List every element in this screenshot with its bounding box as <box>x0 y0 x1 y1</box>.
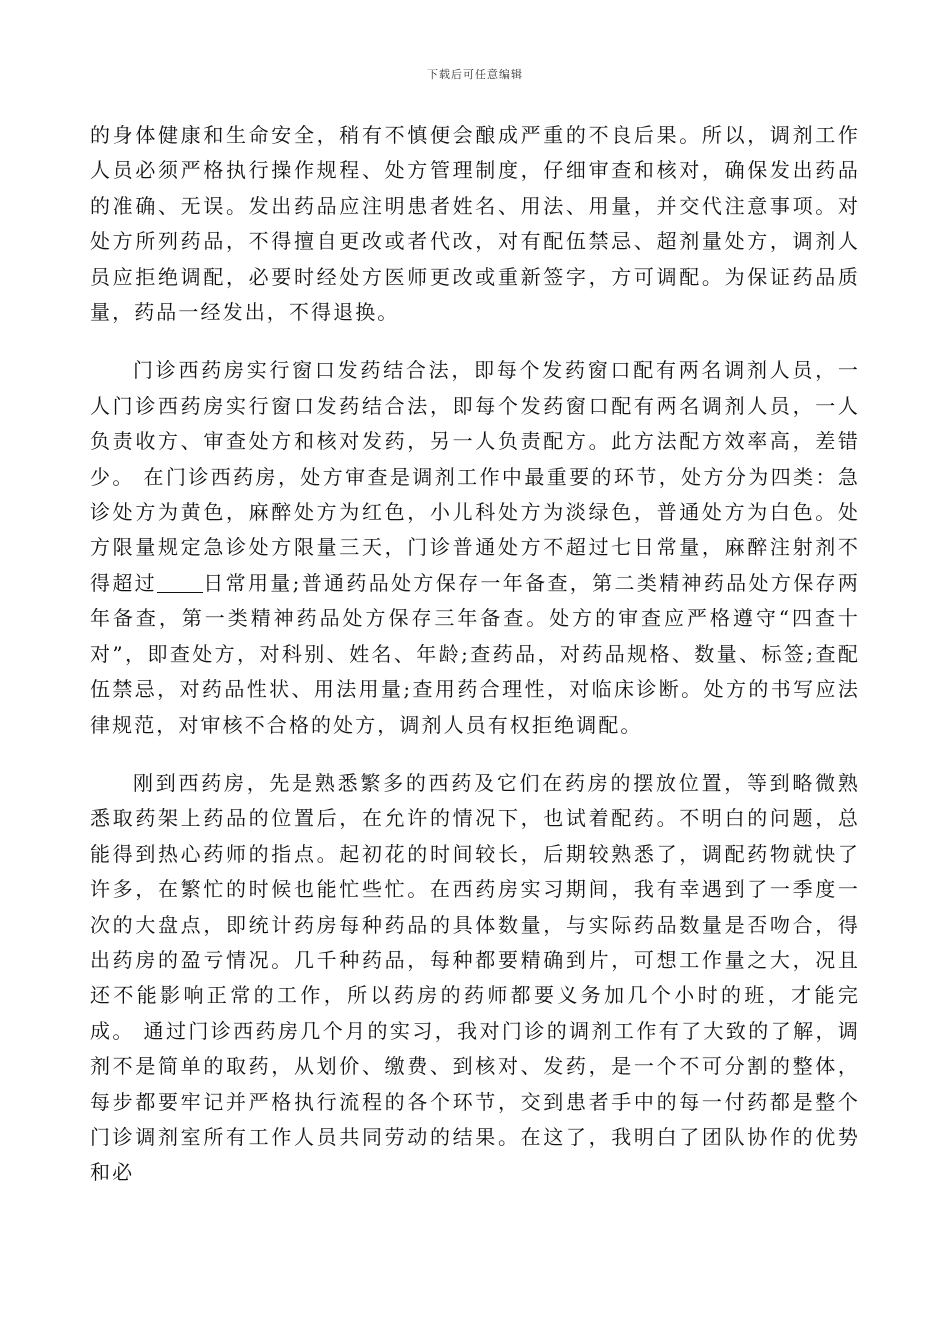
page-header: 下载后可任意编辑 <box>427 68 523 81</box>
paragraph-internship-experience: 刚到西药房，先是熟悉繁多的西药及它们在药房的摆放位置，等到略微熟悉取药架上药品的位置后，在允许的情况下，也试着配药。不明白的问题，总能得到热心药师的指点。起初花的时间较长，后期较熟悉了，调配药物就快了许多，在繁忙的时候也能忙些忙。在西药房实习期间，我有幸遇到了一季度一次的大盘点，即统计药房每种药品的具体数量，与实际药品数量是否吻合，得出药房的盈亏情况。几千种药品，每种都要精确到片，可想工作量之大，况且还不能影响正常的工作，所以药房的药师都要义务加几个小时的班，才能完成。 通过门诊西药房几个月的实习，我对门诊的调剂工作有了大致的了解，调剂不是简单的取药，从划价、缴费、到核对、发药，是一个不可分割的整体，每步都要牢记并严格执行流程的各个环节，交到患者手中的每一付药都是整个门诊调剂室所有工作人员共同劳动的结果。在这了，我明白了团队协作的优势和必 <box>90 770 860 1185</box>
paragraph-prescription-review <box>90 353 860 742</box>
paragraph-text-before-blank: 门诊西药房实行窗口发药结合法，即每个发药窗口配有两名调剂人员，一人门诊西药房实行窗口发药结合法，即每个发药窗口配有两名调剂人员，一人负责收方、审查处方和核对发药，另一人负责配方。此方法配方效率高，差错少。 在门诊西药房，处方审查是调剂工作中最重要的环节，处方分为四类：急诊处方为黄色，麻醉处方为红色，小儿科处方为淡绿色，普通处方为白色。处方限量规定急诊处方限量三天，门诊普通处方不超过七日常量，麻醉注射剂不得超过 <box>90 358 860 595</box>
fill-in-blank <box>157 591 203 593</box>
document-body <box>90 118 860 1191</box>
paragraph-text-after-blank: 日常用量;普通药品处方保存一年备查，第二类精神药品处方保存两年备查，第一类精神药品处方保存三年备查。处方的审查应严格遵守“四查十对”，即查处方，对科别、姓名、年龄;查药品，对药品规格、数量、标签;查配伍禁忌，对药品性状、用法用量;查用药合理性，对临床诊断。处方的书写应法律规范，对审核不合格的处方，调剂人员有权拒绝调配。 <box>90 570 860 737</box>
paragraph-dispensing-rules: 的身体健康和生命安全，稍有不慎便会酿成严重的不良后果。所以，调剂工作人员必须严格执行操作规程、处方管理制度，仔细审查和核对，确保发出药品的准确、无误。发出药品应注明患者姓名、用法、用量，并交代注意事项。对处方所列药品，不得擅自更改或者代改，对有配伍禁忌、超剂量处方，调剂人员应拒绝调配，必要时经处方医师更改或重新签字，方可调配。为保证药品质量，药品一经发出，不得退换。 <box>90 123 860 325</box>
